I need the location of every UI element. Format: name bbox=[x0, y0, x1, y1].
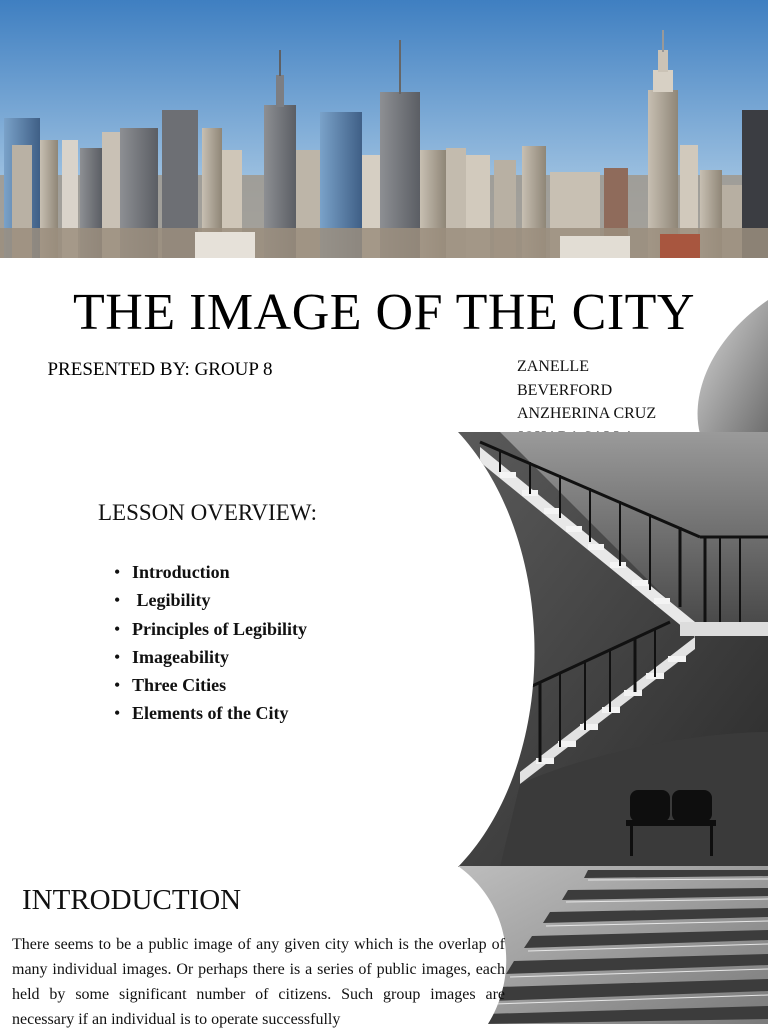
list-item-label: Elements of the City bbox=[132, 703, 289, 724]
city-skyline-image bbox=[0, 0, 768, 258]
stairwell-photo bbox=[440, 432, 768, 867]
bullet-icon: • bbox=[114, 703, 121, 724]
presented-by-label: PRESENTED BY: GROUP 8 bbox=[47, 359, 273, 380]
list-item bbox=[114, 699, 307, 727]
list-item-label: Principles of Legibility bbox=[132, 618, 307, 639]
lesson-overview-heading: LESSON OVERVIEW: bbox=[98, 500, 317, 525]
list-item bbox=[114, 558, 307, 586]
bullet-icon: • bbox=[114, 590, 121, 611]
list-item bbox=[114, 586, 307, 614]
list-item-label: Imageability bbox=[132, 646, 229, 667]
city-skyline-photo bbox=[0, 0, 768, 258]
bullet-icon: • bbox=[114, 646, 121, 667]
list-item-label: Legibility bbox=[132, 590, 211, 611]
introduction-paragraph: There seems to be a public image of any given city which is the overlap of many individual images. Or perhaps there is a series of public images, each held by some significant number of citizens. Such group images are necessary if an individual is to operate successfully bbox=[12, 936, 505, 1028]
member-name: ANZHERINA CRUZ bbox=[517, 405, 657, 422]
list-item bbox=[114, 643, 307, 671]
bullet-icon: • bbox=[114, 562, 121, 582]
member-name: ZANELLE bbox=[517, 358, 589, 375]
lesson-overview-list bbox=[114, 558, 307, 728]
group-members-list bbox=[517, 355, 677, 433]
list-item-label: Three Cities bbox=[132, 675, 227, 696]
introduction-heading: INTRODUCTION bbox=[22, 884, 242, 916]
list-item bbox=[114, 615, 307, 643]
list-item bbox=[114, 671, 307, 699]
bullet-icon: • bbox=[114, 675, 121, 696]
member-name: BEVERFORD bbox=[517, 381, 613, 399]
list-item-label: Introduction bbox=[132, 562, 230, 582]
presentation-title: THE IMAGE OF THE CITY bbox=[73, 284, 695, 341]
bullet-icon: • bbox=[114, 618, 121, 639]
